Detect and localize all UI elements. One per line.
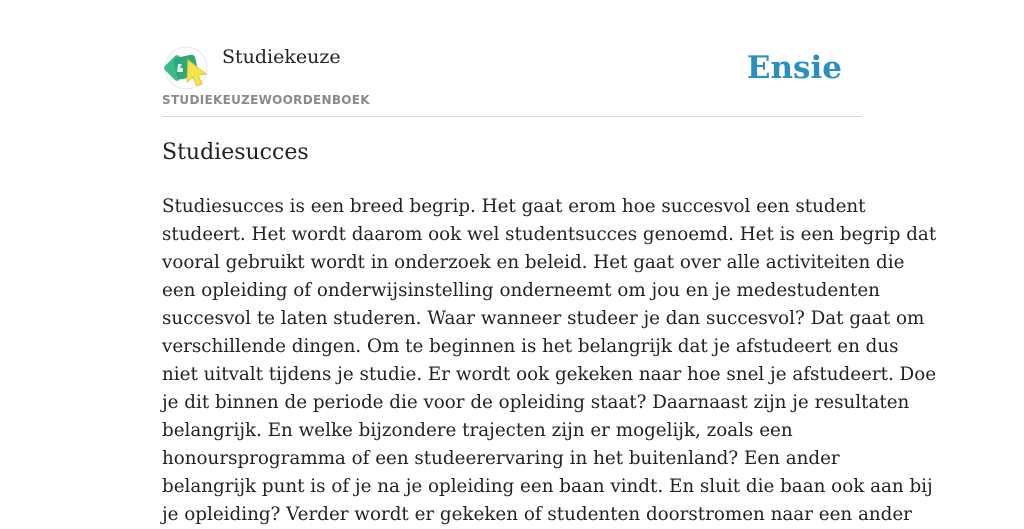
article-line: belangrijk. En welke bijzondere trajecten zijn er mogelijk, zoals een	[162, 420, 793, 441]
article-line: studeert. Het wordt daarom ook wel studentsucces genoemd. Het is een begrip dat	[162, 224, 937, 245]
article-line: een opleiding of onderwijsinstelling onderneemt om jou en je medestudenten	[162, 280, 880, 301]
article-line: succesvol te laten studeren. Waar wanneer studeer je dan succesvol? Dat gaat om	[162, 308, 925, 329]
header	[162, 42, 862, 117]
article-title: Studiesucces	[162, 140, 309, 165]
article-line: je dit binnen de periode die voor de opleiding staat? Daarnaast zijn je resultaten	[162, 392, 910, 413]
article-line: verschillende dingen. Om te beginnen is het belangrijk dat je afstudeert en dus	[162, 336, 899, 357]
article-line: niet uitvalt tijdens je studie. Er wordt ook gekeken naar hoe snel je afstudeert. Doe	[162, 364, 937, 385]
article-line: Studiesucces is een breed begrip. Het gaat erom hoe succesvol een student	[162, 196, 866, 217]
article-line: belangrijk punt is of je na je opleiding een baan vindt. En sluit die baan ook aan bij	[162, 476, 933, 497]
article-line: je opleiding? Verder wordt er gekeken of studenten doorstromen naar een ander	[162, 504, 912, 525]
article-line: vooral gebruikt wordt in onderzoek en beleid. Het gaat over alle activiteiten die	[162, 252, 905, 273]
ensie-brand-logo[interactable]: Ensie	[746, 50, 842, 86]
article-line: honoursprogramma of een studeerervaring in het buitenland? Een ander	[162, 448, 840, 469]
studiekeuze-logo-icon[interactable]	[162, 46, 210, 90]
dictionary-name[interactable]: STUDIEKEUZEWOORDENBOEK	[162, 93, 370, 107]
source-name[interactable]: Studiekeuze	[222, 46, 341, 68]
article-body	[162, 193, 937, 529]
